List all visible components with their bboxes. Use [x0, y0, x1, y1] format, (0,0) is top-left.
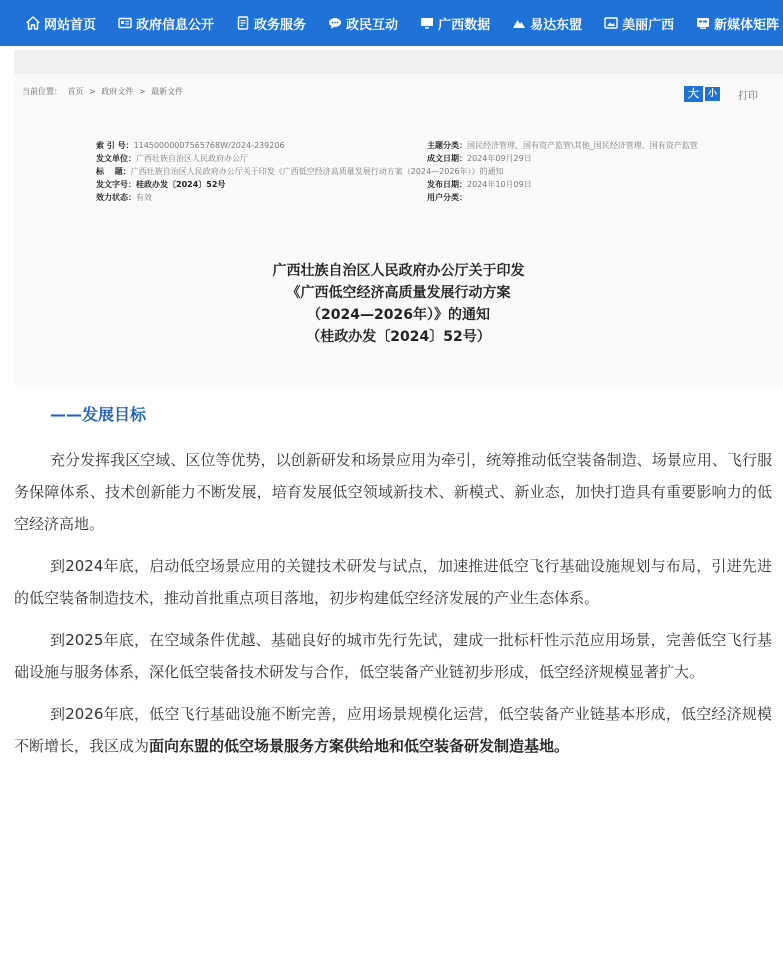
paragraph: 到2024年底，启动低空场景应用的关键技术研发与试点，加速推进低空飞行基础设施规划与布局，引进先进的低空装备制造技术，推动首批重点项目落地，初步构建低空经济发展的产业生态体系。 [14, 557, 772, 607]
paragraph [14, 698, 772, 762]
validity-status: 有效 [136, 193, 152, 202]
meta-title: 广西壮族自治区人民政府办公厅关于印发《广西低空经济高质量发展行动方案（2024—2026年）》的通知 [130, 167, 504, 176]
topic-category: 国民经济管理、国有资产监管\其他_国民经济管理、国有资产监管 [467, 141, 698, 150]
monitor-icon [420, 16, 434, 30]
publish-date: 2024年10月09日 [467, 180, 532, 189]
nav-item-label: 政务服务 [254, 17, 307, 33]
meta-row [96, 178, 776, 191]
meta-label: 索 引 号： [96, 141, 134, 150]
chat-icon [328, 16, 342, 30]
meta-label: 发文单位： [96, 154, 136, 163]
article-body [14, 404, 772, 772]
nav-item-gov-service[interactable] [236, 14, 306, 33]
meta-label: 发布日期： [427, 180, 467, 189]
print-button[interactable]: 打印 [738, 91, 758, 102]
meta-label: 发文字号： [96, 180, 136, 189]
title-line: （2024—2026年）》的通知 [307, 307, 490, 323]
nav-item-label: 网站首页 [44, 17, 97, 33]
font-size-small-button[interactable]: 小 [705, 87, 720, 101]
document-title [14, 260, 783, 348]
nav-item-gov-info[interactable] [118, 14, 214, 33]
issuing-unit: 广西壮族自治区人民政府办公厅 [136, 154, 248, 163]
nav-item-guangxi-data[interactable] [420, 14, 490, 33]
meta-label: 效力状态： [96, 193, 136, 202]
meta-label: 主题分类： [427, 141, 467, 150]
nav-item-label: 政民互动 [346, 17, 399, 33]
nav-item-interaction[interactable] [328, 14, 398, 33]
breadcrumb-separator: > [138, 87, 146, 96]
breadcrumb-prefix: 当前位置： [22, 87, 62, 96]
font-size-large-button[interactable]: 大 [684, 86, 703, 102]
paragraph: 充分发挥我区空域、区位等优势，以创新研发和场景应用为牵引，统筹推动低空装备制造、场景应用、飞行服务保障体系、技术创新能力不断发展，培育发展低空领域新技术、新模式、新业态，加快打造具有重要影响力的低空经济高地。 [14, 451, 772, 533]
meta-label: 用户分类： [427, 193, 467, 202]
meta-row [96, 191, 776, 204]
meta-label: 成文日期： [427, 154, 467, 163]
nav-item-label: 新媒体矩阵 [714, 17, 780, 33]
written-date: 2024年09月29日 [467, 154, 532, 163]
nav-item-label: 美丽广西 [622, 17, 675, 33]
nav-item-new-media[interactable] [696, 14, 779, 33]
nav-item-home[interactable] [26, 14, 96, 33]
title-line: 广西壮族自治区人民政府办公厅关于印发 [272, 263, 525, 279]
id-card-icon [118, 16, 132, 30]
media-icon [696, 16, 710, 30]
nav-item-asean[interactable] [512, 14, 582, 33]
nav-item-label: 易达东盟 [530, 17, 583, 33]
breadcrumb-latest-files-link[interactable]: 最新文件 [151, 87, 184, 96]
mountain-icon [512, 16, 526, 30]
paragraph-emphasis: 面向东盟的低空场景服务方案供给地和低空装备研发制造基地。 [149, 737, 570, 755]
title-line: （桂政办发〔2024〕52号） [306, 329, 491, 345]
font-size-control [684, 86, 720, 102]
paragraph-text: 到2026年底，低空飞行基础设施不断完善，应用场景规模化运营，低空装备产业链基本形成，低空经济规模不断增长，我区成为 [14, 705, 772, 755]
breadcrumb-home-link[interactable]: 首页 [67, 87, 84, 96]
header-band [14, 50, 783, 74]
meta-row [96, 139, 776, 152]
meta-label: 标 题： [96, 167, 131, 176]
nav-item-label: 政府信息公开 [136, 17, 215, 33]
nav-item-beautiful-guangxi[interactable] [604, 14, 674, 33]
document-metadata [96, 139, 776, 204]
top-navigation-bar [0, 0, 783, 46]
document-icon [236, 16, 250, 30]
breadcrumb-gov-files-link[interactable]: 政府文件 [101, 87, 134, 96]
nav-item-label: 广西数据 [438, 17, 491, 33]
document-info-panel [14, 50, 783, 385]
picture-icon [604, 16, 618, 30]
breadcrumb-separator: > [89, 87, 96, 96]
breadcrumb [22, 86, 186, 97]
title-line: 《广西低空经济高质量发展行动方案 [286, 285, 511, 301]
index-number: 114500000075657​68W/2024-239206 [133, 141, 285, 150]
document-number: 桂政办发〔2024〕52号 [136, 180, 226, 189]
meta-row [96, 152, 776, 165]
home-icon [26, 16, 40, 30]
section-heading: ——发展目标 [50, 405, 147, 424]
meta-row [96, 165, 776, 178]
paragraph: 到2025年底，在空域条件优越、基础良好的城市先行先试，建成一批标杆性示范应用场景，完善低空飞行基础设施与服务体系，深化低空装备技术研发与合作，低空装备产业链初步形成，低空经济规模显著扩大。 [14, 631, 772, 681]
